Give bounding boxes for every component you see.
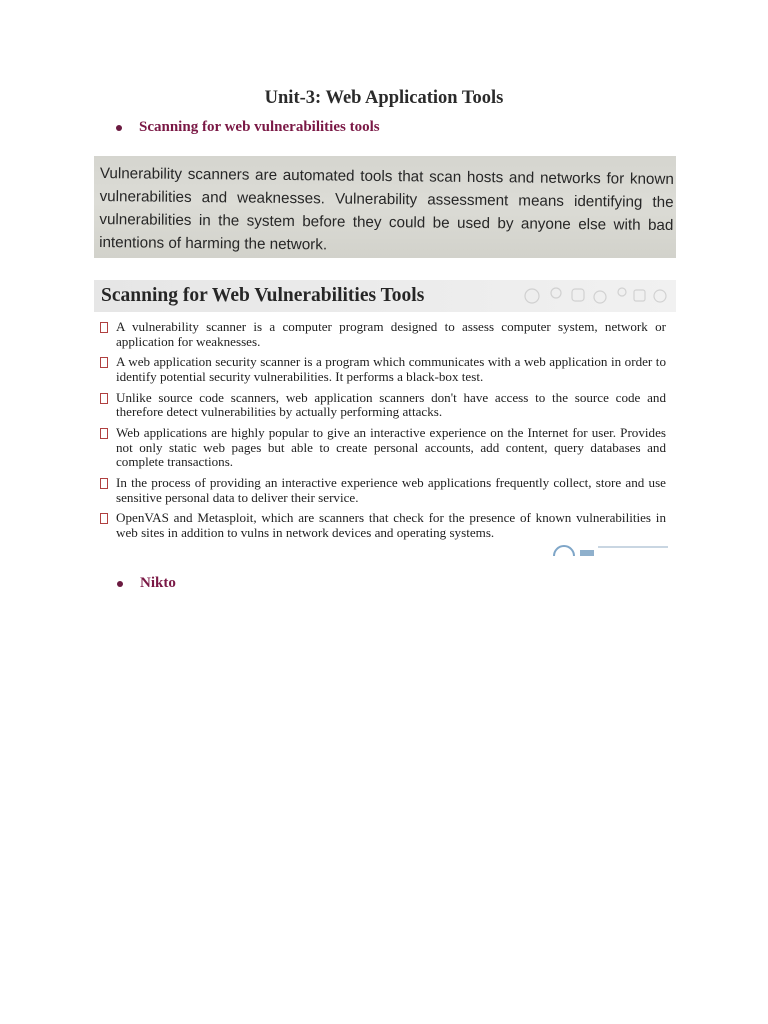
list-item-text: In the process of providing an interactive experience web applications frequently collect, store and use sensitive personal data to deliver their service.: [116, 475, 666, 505]
bullet-icon: [117, 581, 123, 587]
slide-image: [94, 280, 676, 556]
section-heading-nikto: [117, 575, 176, 592]
section-heading-text: Scanning for web vulnerabilities tools: [139, 119, 380, 135]
checkbox-bullet-icon: [100, 393, 108, 404]
list-item-text: A web application security scanner is a program which communicates with a web application in order to identify potential security vulnerabilities. It performs a black-box test.: [116, 354, 666, 384]
bullet-icon: [116, 125, 122, 131]
scanned-excerpt-image: [94, 156, 676, 258]
checkbox-bullet-icon: [100, 322, 108, 333]
list-item-text: A vulnerability scanner is a computer program designed to assess computer system, network or application for weaknesses.: [116, 319, 666, 349]
slide-logo-icon: [552, 544, 672, 556]
checkbox-bullet-icon: [100, 513, 108, 524]
list-item: [100, 511, 666, 540]
slide-title: Scanning for Web Vulnerabilities Tools: [101, 285, 425, 306]
decorative-pattern-icon: [520, 284, 670, 308]
checkbox-bullet-icon: [100, 357, 108, 368]
checkbox-bullet-icon: [100, 478, 108, 489]
page-title: Unit-3: Web Application Tools: [264, 88, 504, 108]
section-heading-scanning: [116, 119, 380, 136]
list-item-text: Unlike source code scanners, web application scanners don't have access to the source code and therefore detect vulnerabilities by actually performing attacks.: [116, 389, 666, 420]
slide-header: [94, 280, 676, 312]
list-item: [100, 355, 666, 384]
checkbox-bullet-icon: [100, 428, 108, 439]
list-item: [100, 476, 666, 505]
section-heading-text: Nikto: [140, 575, 176, 591]
list-item: [100, 320, 666, 349]
list-item-text: Web applications are highly popular to give an interactive experience on the Internet for user. Provides not only static web pages but able to create personal accounts, add content, query databases and complete transactions.: [116, 425, 666, 470]
list-item-text: OpenVAS and Metasploit, which are scanners that check for the presence of known vulnerabilities in web sites in addition to vulns in network devices and operating systems.: [116, 510, 666, 541]
list-item: [100, 426, 666, 470]
slide-bullet-list: [94, 320, 676, 541]
list-item: [100, 391, 666, 420]
scanned-excerpt-text: Vulnerability scanners are automated tools that scan hosts and networks for known vulnerabilities and weaknesses. Vulnerability assessment means identifying the vulnerabilities in the system before they could be used by anyone else with bad intentions of harming the network.: [99, 164, 674, 254]
